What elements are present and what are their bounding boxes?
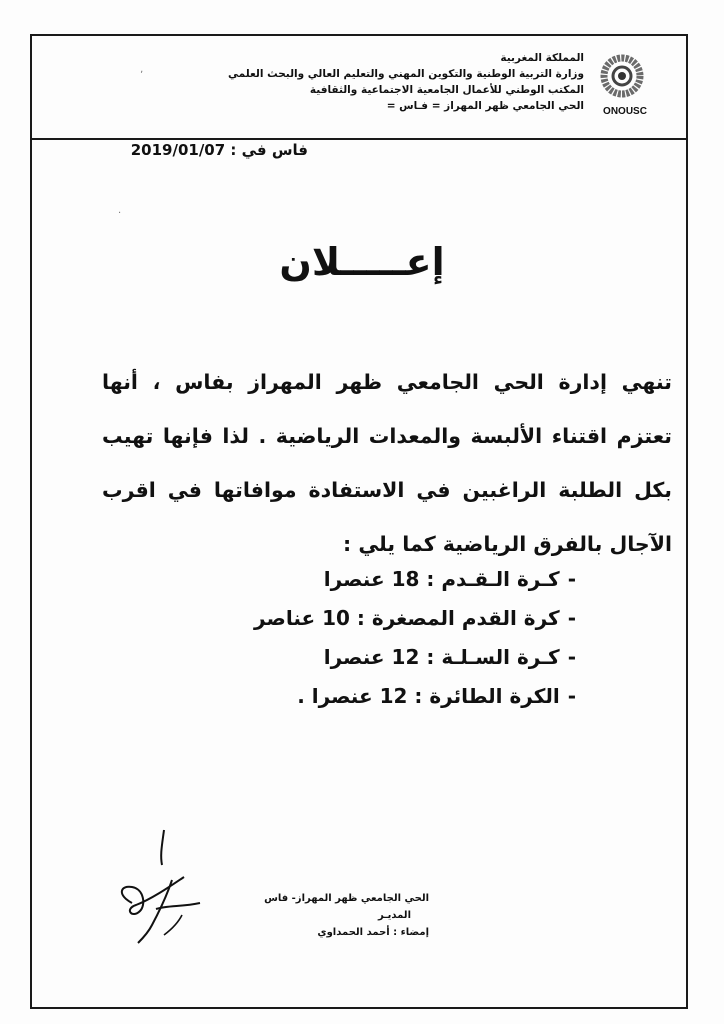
list-item	[236, 677, 576, 716]
logo-caption: ONOUSC	[603, 106, 647, 117]
list-item	[236, 560, 576, 599]
list-item	[236, 638, 576, 677]
signature-block	[264, 890, 429, 941]
scan-speck: ·	[118, 208, 122, 219]
header-divider	[30, 138, 688, 140]
list-item	[236, 599, 576, 638]
list-dash: -	[567, 567, 576, 591]
announcement-body: تنهي إدارة الحي الجامعي ظهر المهراز بفاس ، أنها تعتزم اقتناء الألبسة والمعدات الرياضية . لذا فإنها تهيب بكل الطلبة الراغبين في الاستفادة موافاتها في اقرب الآجال بالفرق الرياضية كما يلي :	[102, 370, 672, 556]
onousc-logo-icon	[598, 52, 646, 100]
handwritten-signature	[112, 825, 222, 950]
list-dash: -	[567, 645, 576, 669]
teams-list	[236, 560, 576, 716]
date-line: فاس في : 2019/01/07	[130, 141, 308, 159]
team-futsal: كرة القدم المصغرة : 10 عناصر	[254, 606, 560, 630]
letterhead-line-campus: الحي الجامعي ظهر المهراز = فـاس =	[386, 100, 584, 112]
team-volleyball: الكرة الطائرة : 12 عنصرا .	[297, 684, 560, 708]
signature-role: المديـر	[377, 910, 411, 921]
scan-speck: ʼ	[140, 70, 144, 81]
announcement-title: إعـــــلان	[279, 240, 445, 284]
list-dash: -	[567, 606, 576, 630]
letterhead-line-ministry: وزارة التربية الوطنية والتكوين المهني والتعليم العالي والبحث العلمي	[228, 68, 584, 80]
letterhead-line-kingdom: المملكة المغربية	[500, 52, 584, 64]
list-dash: -	[567, 684, 576, 708]
letterhead-line-office: المكتب الوطني للأعمال الجامعية الاجتماعية والثقافية	[309, 84, 584, 96]
letterhead	[144, 50, 584, 114]
team-football: كـرة الـقـدم : 18 عنصرا	[323, 567, 560, 591]
signature-campus: الحي الجامعي ظهر المهراز- فاس	[264, 893, 429, 904]
team-basketball: كـرة السـلـة : 12 عنصرا	[323, 645, 560, 669]
signature-name: إمضاء : أحمد الحمداوي	[317, 927, 429, 938]
